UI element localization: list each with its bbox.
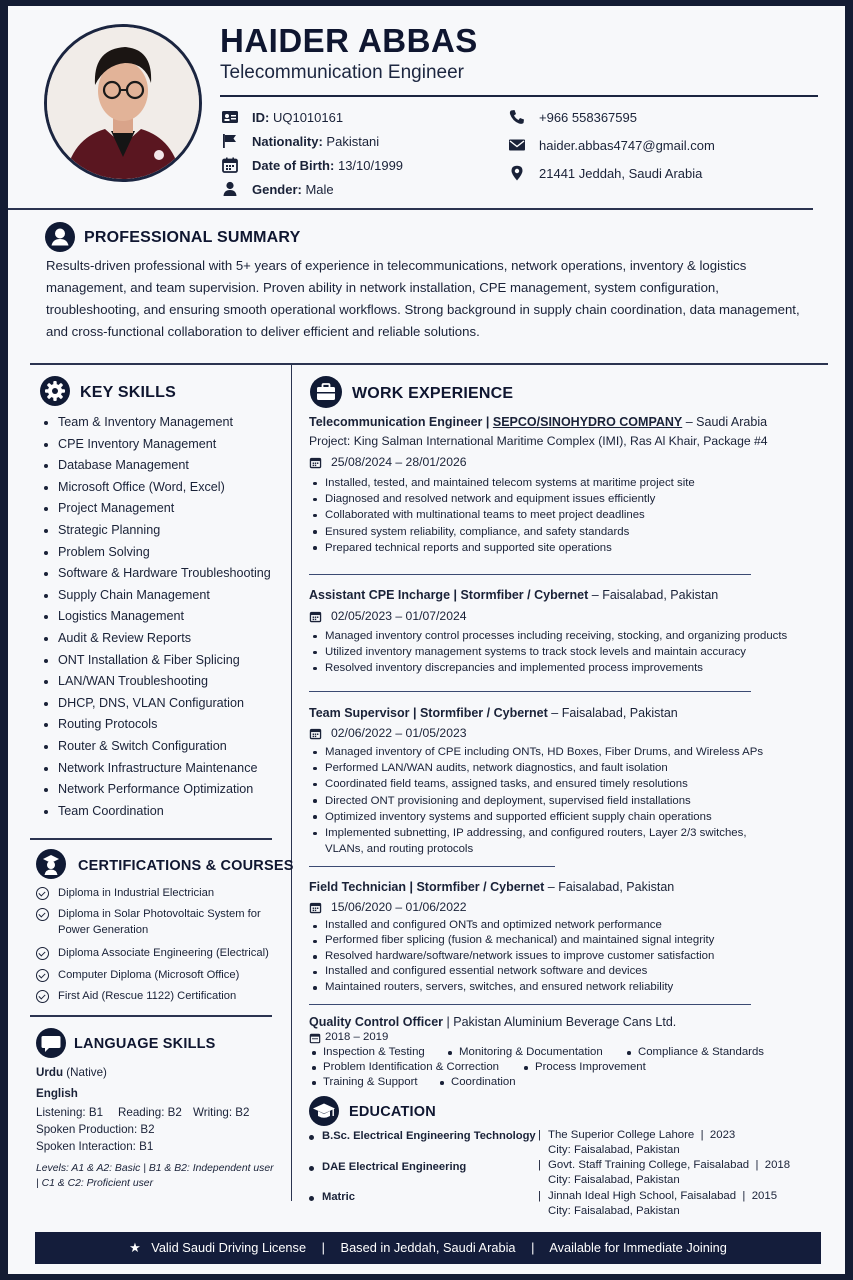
skill-item: Strategic Planning [44, 520, 271, 542]
footer-license: Valid Saudi Driving License [151, 1240, 307, 1255]
education-degree: DAE Electrical Engineering [309, 1161, 466, 1173]
info-nationality-value: Pakistani [326, 134, 380, 149]
check-circle-icon [36, 947, 49, 960]
column-divider [291, 365, 292, 1201]
language-listening: Listening: B1 [36, 1106, 104, 1119]
job-2-bullets [309, 628, 815, 677]
contact-address-value: 21441 Jeddah, Saudi Arabia [539, 166, 703, 181]
language-interaction: Spoken Interaction: B1 [36, 1140, 154, 1153]
language-levels-note: Levels: A1 & A2: Basic | B1 & B2: Independent user | C1 & C2: Proficient user [36, 1163, 274, 1189]
job-bullet: Maintained routers, servers, switches, and ensured network reliability [309, 980, 815, 995]
education-city: City: Faisalabad, Pakistan [548, 1144, 680, 1156]
job-4-bullets [309, 918, 815, 995]
language-reading: Reading: B2 [118, 1106, 182, 1119]
job-3-header: Team Supervisor | Stormfiber / Cybernet – Faisalabad, Pakistan [309, 706, 678, 720]
qc-area-item: Training & Support [309, 1075, 418, 1090]
location-pin-icon [508, 165, 526, 181]
education-city: City: Faisalabad, Pakistan [548, 1205, 680, 1217]
candidate-name: HAIDER ABBAS [220, 22, 478, 59]
id-card-icon [221, 109, 239, 125]
info-dob-label: Date of Birth: [252, 158, 335, 173]
job-bullet: Implemented subnetting, IP addressing, and configured routers, Layer 2/3 switches, VLANs, and routing protocols [309, 825, 785, 857]
check-circle-icon [36, 990, 49, 1003]
check-circle-icon [36, 969, 49, 982]
skills-section-icon [40, 376, 70, 406]
skill-item: Logistics Management [44, 606, 271, 628]
job-bullet: Installed and configured ONTs and optimized network performance [309, 918, 815, 933]
education-city: City: Faisalabad, Pakistan [548, 1174, 680, 1186]
job-bullet: Resolved hardware/software/network issues to improve customer satisfaction [309, 949, 815, 964]
skill-item: Team & Inventory Management [44, 412, 271, 434]
education-section-icon [309, 1096, 339, 1126]
education-degree: Matric [309, 1191, 355, 1203]
skill-item: Routing Protocols [44, 714, 271, 736]
summary-heading: PROFESSIONAL SUMMARY [84, 229, 301, 246]
footer-banner: ★ Valid Saudi Driving License | Based in Jeddah, Saudi Arabia | Available for Immediate Joining [35, 1232, 821, 1264]
graduate-badge-icon [36, 849, 66, 879]
job-bullet: Utilized inventory management systems to track stock levels and maintain accuracy [309, 644, 815, 660]
education-institution: The Superior College Lahore | 2023 [548, 1129, 736, 1141]
languages-heading: LANGUAGE SKILLS [74, 1036, 216, 1052]
education-separator: | [538, 1159, 541, 1171]
skill-item: Team Coordination [44, 801, 271, 823]
job-bullet: Directed ONT provisioning and deployment, supervised field installations [309, 793, 815, 809]
job-bullet: Performed fiber splicing (fusion & mechanical) and maintained signal integrity [309, 933, 815, 948]
calendar-icon [309, 727, 322, 740]
envelope-icon [508, 137, 526, 153]
qc-area-item: Problem Identification & Correction [309, 1060, 499, 1075]
skill-item: Network Infrastructure Maintenance [44, 758, 271, 780]
info-dob-value: 13/10/1999 [337, 158, 404, 173]
calendar-icon [309, 610, 322, 623]
briefcase-icon [310, 376, 342, 408]
languages-section-icon [36, 1028, 66, 1058]
info-nationality-label: Nationality: [252, 134, 323, 149]
speech-bubble-icon [36, 1028, 66, 1058]
education-separator: | [538, 1190, 541, 1202]
summary-text: Results-driven professional with 5+ years of experience in telecommunications, network operations, inventory & logistics management, and team supervision. Proven ability in network installation, CPE management, system configuration, troubleshooting, and ensuring smooth operational workflows. Strong background in supply chain coordination, data management, and cross-functional collaboration to deliver efficient and reliable solutions. [46, 258, 800, 339]
job-bullet: Diagnosed and resolved network and equipment issues efficiently [309, 491, 815, 507]
job-bullet: Coordinated field teams, assigned tasks, and ensured timely resolutions [309, 776, 815, 792]
footer-based: Based in Jeddah, Saudi Arabia [340, 1240, 516, 1255]
flag-icon [221, 133, 239, 149]
language-urdu: Urdu (Native) [36, 1066, 107, 1079]
footer-available: Available for Immediate Joining [549, 1240, 727, 1255]
skill-item: LAN/WAN Troubleshooting [44, 671, 271, 693]
education-heading: EDUCATION [349, 1104, 436, 1120]
language-english: English [36, 1087, 78, 1100]
summary-section-icon [45, 222, 75, 252]
skill-item: DHCP, DNS, VLAN Configuration [44, 693, 271, 715]
job-bullet: Ensured system reliability, compliance, and safety standards [309, 524, 815, 540]
calendar-icon [221, 157, 239, 173]
job-bullet: Installed, tested, and maintained telecom systems at maritime project site [309, 475, 815, 491]
skill-item: ONT Installation & Fiber Splicing [44, 650, 271, 672]
skill-item: Network Performance Optimization [44, 779, 271, 801]
qc-area-item: Inspection & Testing [309, 1045, 425, 1060]
contact-phone-value: +966 558367595 [539, 110, 637, 125]
education-separator: | [538, 1129, 541, 1141]
job-1-project: Project: King Salman International Maritime Complex (IMI), Ras Al Khair, Package #4 [309, 434, 768, 448]
skill-item: Audit & Review Reports [44, 628, 271, 650]
job-4-header: Field Technician | Stormfiber / Cybernet – Faisalabad, Pakistan [309, 880, 675, 894]
education-degree: B.Sc. Electrical Engineering Technology [309, 1130, 536, 1142]
skill-item: Problem Solving [44, 542, 271, 564]
job-separator [309, 691, 751, 692]
job-separator [309, 1004, 751, 1005]
qc-area-item: Monitoring & Documentation [445, 1045, 603, 1060]
job-bullet: Resolved inventory discrepancies and implemented process improvements [309, 660, 815, 676]
calendar-icon [309, 901, 322, 914]
language-production: Spoken Production: B2 [36, 1123, 155, 1136]
info-id-value: UQ1010161 [272, 110, 344, 125]
graduation-cap-icon [309, 1096, 339, 1126]
job-separator [309, 574, 751, 575]
user-circle-icon [45, 222, 75, 252]
info-gender-value: Male [305, 182, 334, 197]
info-id-label: ID: [252, 110, 270, 125]
job-bullet: Managed inventory of CPE including ONTs, HD Boxes, Fiber Drums, and Wireless APs [309, 744, 815, 760]
experience-section-icon [310, 376, 342, 408]
check-circle-icon [36, 887, 49, 900]
skills-list [44, 412, 271, 822]
candidate-title: Telecommunication Engineer [220, 62, 464, 83]
skills-heading: KEY SKILLS [80, 384, 176, 401]
job-separator [309, 866, 555, 867]
calendar-icon [309, 1032, 321, 1044]
certifications-section-icon [36, 849, 66, 879]
summary-bottom-divider [30, 363, 828, 365]
skill-item: Router & Switch Configuration [44, 736, 271, 758]
contact-email-value: haider.abbas4747@gmail.com [539, 138, 715, 153]
job-1-header: Telecommunication Engineer | SEPCO/SINOHYDRO COMPANY – Saudi Arabia [309, 415, 768, 429]
language-writing: Writing: B2 [193, 1106, 250, 1119]
job-bullet: Prepared technical reports and supported site operations [309, 540, 815, 556]
job-bullet: Optimized inventory systems and supported efficient supply chain operations [309, 809, 815, 825]
check-circle-icon [36, 908, 49, 921]
education-institution: Jinnah Ideal High School, Faisalabad | 2015 [548, 1190, 778, 1202]
skill-item: Supply Chain Management [44, 585, 271, 607]
job-5-header: Quality Control Officer | Pakistan Aluminium Beverage Cans Ltd. [309, 1015, 677, 1029]
profile-photo [44, 24, 202, 182]
skill-item: Software & Hardware Troubleshooting [44, 563, 271, 585]
job-bullet: Performed LAN/WAN audits, network diagnostics, and fault isolation [309, 760, 815, 776]
skills-bottom-divider [30, 838, 272, 840]
experience-heading: WORK EXPERIENCE [352, 385, 514, 402]
qc-area-item: Compliance & Standards [624, 1045, 764, 1060]
qc-area-item: Coordination [437, 1075, 516, 1090]
job-3-bullets [309, 744, 815, 857]
certifications-heading: CERTIFICATIONS & COURSES [78, 858, 294, 874]
skill-item: Microsoft Office (Word, Excel) [44, 477, 271, 499]
resume-page: HAIDER ABBAS Telecommunication Engineer ID: UQ1010161 Nationality: Pakistani Date of Birth: 13/10/1999 Gender: Male +966 558367595 haider.abbas4747@gmail.com 21441 Jeddah, Saudi Arabia PROFESSIONAL SUMMARY Results-driven professional with 5+ years of experience in telecommunications, network operations, inventory & logistics management, and team supervision. Proven ability in network installation, CPE management, system configuration, troubleshooting, and ensuring smooth operational workflows. Strong background in supply chain coordination, data management, and cross-functional collaboration to deliver efficient and reliable solutions. KEY SKILLS Team & Inventory Management CPE Inventory Management Database Management Microsoft Office (Word, Excel) Project Management Strategic Planning Problem Solving Software & Hardware Troubleshooting Supply Chain Management Logistics Management Audit & Review Reports ONT Installation & Fiber Splicing LAN/WAN Troubleshooting DHCP, DNS, VLAN Configuration Routing Protocols Router & Switch Configuration Network Infrastructure Maintenance Network Performance Optimization Team Coordination CERTIFICATIONS & COURSES Diploma in Industrial Electrician Diploma in Solar Photovoltaic System for Power Generation Diploma Associate Engineering (Electrical) Computer Diploma (Microsoft Office) First Aid (Rescue 1122) Certification LANGUAGE SKILLS Urdu (Native) English Listening: B1 Reading: B2 Writing: B2 Spoken Production: B2 Spoken Interaction: B1 Levels: A1 & A2: Basic | B1 & B2: Independent user | C1 & C2: Proficient user WORK EXPERIENCE Telecommunication Engineer | SEPCO/SINOHYDRO COMPANY – Saudi Arabia Project: King Salman International Maritime Complex (IMI), Ras Al Khair, Package #4 25/08/2024 – 28/01/2026 Installed, tested, and maintained telecom systems at maritime project site Diagnosed and resolved network and equipment issues efficiently Collaborated with multinational teams to meet project deadlines Ensured system reliability, compliance, and safety standards Prepared technical reports and supported site operations Assistant CPE Incharge | Stormfiber / Cybernet – Faisalabad, Pakistan 02/05/2023 – 01/07/2024 Managed inventory control processes including receiving, stocking, and organizing products Utilized inventory management systems to track stock levels and maintain accuracy Resolved inventory discrepancies and implemented process improvements Team Supervisor | Stormfiber / Cybernet – Faisalabad, Pakistan 02/06/2022 – 01/05/2023 Managed inventory of CPE including ONTs, HD Boxes, Fiber Drums, and Wireless APs Performed LAN/WAN audits, network diagnostics, and fault isolation Coordinated field teams, assigned tasks, and ensured timely resolutions Directed ONT provisioning and deployment, supervised field installations Optimized inventory systems and supported efficient supply chain operations Implemented subnetting, IP addressing, and configured routers, Layer 2/3 switches, VLANs, and routing protocols Field Technician | Stormfiber / Cybernet – Faisalabad, Pakistan 15/06/2020 – 01/06/2022 Installed and configured ONTs and optimized network performance Performed fiber splicing (fusion & mechanical) and maintained signal integrity Resolved hardware/software/network issues to improve customer satisfaction Installed and configured essential network software and devices Maintained routers, servers, switches, and ensured network reliability Quality Control Officer | Pakistan Aluminium Beverage Cans Ltd. 2018 – 2019 Inspection & Testing Monitoring & Documentation Compliance & Standards Problem Identification & Correction Process Improvement Training & Support Coordination EDUCATION B.Sc. Electrical Engineering Technology | The Superior College Lahore | 2023 City: Faisalabad, Pakistan DAE Electrical Engineering | Govt. Staff Training College, Faisalabad | 2018 City: Faisalabad, Pakistan Matric | Jinnah Ideal High School, Faisalabad | 2015 City: Faisalabad, Pakistan ★ Valid Saudi Driving License | Based in Jeddah, Saudi Arabia | Available for Immediate Joining [8, 6, 845, 1274]
qc-area-item: Process Improvement [521, 1060, 646, 1075]
skill-item: CPE Inventory Management [44, 434, 271, 456]
info-gender-label: Gender: [252, 182, 302, 197]
star-icon: ★ [129, 1240, 141, 1255]
job-bullet: Managed inventory control processes including receiving, stocking, and organizing products [309, 628, 815, 644]
person-icon [221, 181, 239, 197]
skill-item: Database Management [44, 455, 271, 477]
job-bullet: Installed and configured essential network software and devices [309, 964, 815, 979]
header-divider [220, 95, 818, 97]
gear-icon [40, 376, 70, 406]
phone-icon [508, 109, 526, 125]
education-institution: Govt. Staff Training College, Faisalabad | 2018 [548, 1159, 791, 1171]
skill-item: Project Management [44, 498, 271, 520]
header-bottom-divider [8, 208, 813, 210]
job-bullet: Collaborated with multinational teams to meet project deadlines [309, 507, 815, 523]
job-1-bullets [309, 475, 815, 556]
certifications-bottom-divider [30, 1015, 272, 1017]
job-2-header: Assistant CPE Incharge | Stormfiber / Cybernet – Faisalabad, Pakistan [309, 588, 719, 602]
calendar-icon [309, 456, 322, 469]
